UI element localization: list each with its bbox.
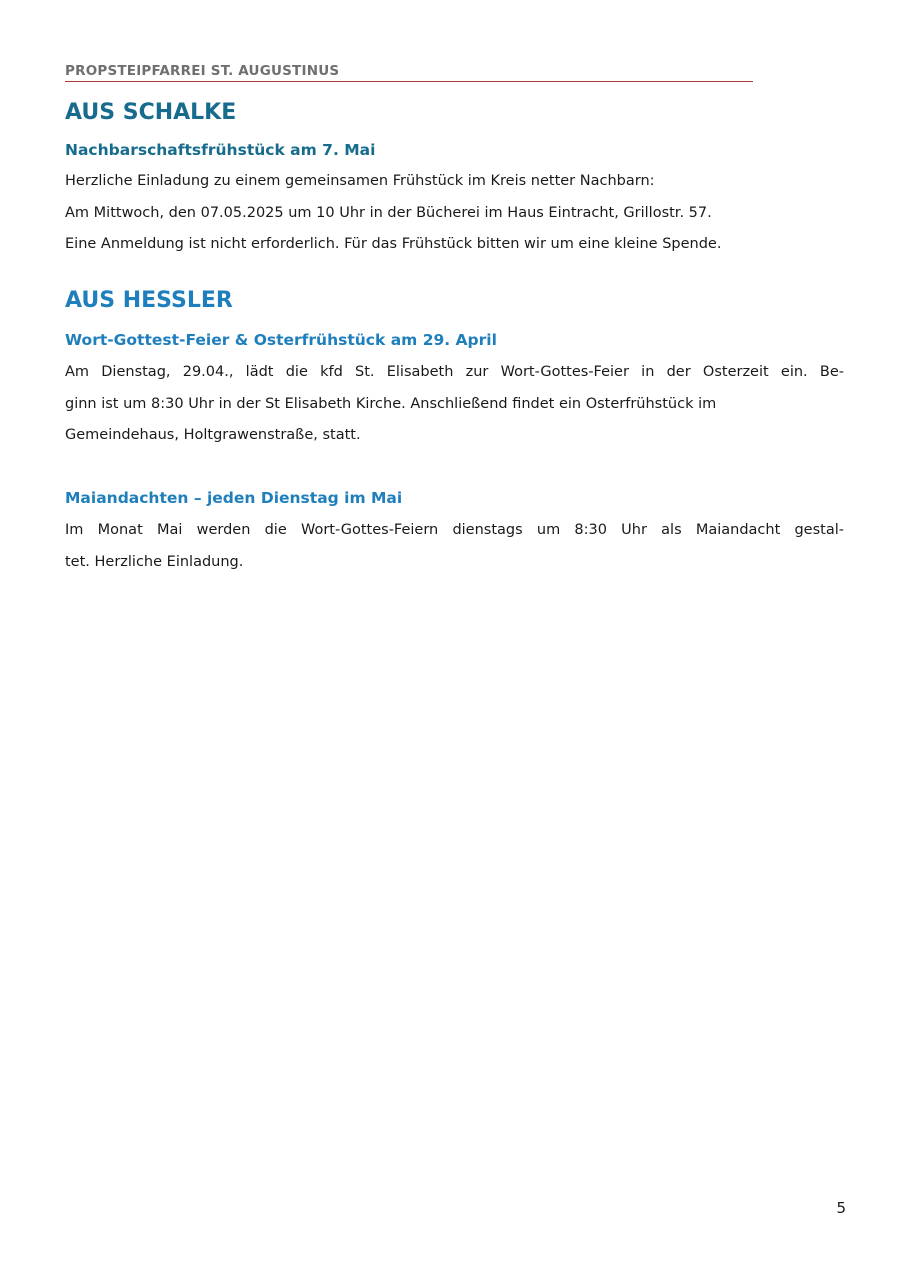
section-title-hessler: AUS HESSLER	[65, 288, 233, 313]
page-number: 5	[836, 1199, 846, 1217]
paragraph-line: Im Monat Mai werden die Wort-Gottes-Feiern dienstags um 8:30 Uhr als Maiandacht gestal-	[65, 522, 844, 538]
paragraph-line: Eine Anmeldung ist nicht erforderlich. Für das Frühstück bitten wir um eine kleine Spende.	[65, 236, 722, 252]
article-heading-nachbarschaftsfruehstueck: Nachbarschaftsfrühstück am 7. Mai	[65, 141, 376, 159]
article-heading-maiandachten: Maiandachten – jeden Dienstag im Mai	[65, 489, 403, 507]
paragraph-line: Gemeindehaus, Holtgrawenstraße, statt.	[65, 427, 361, 443]
paragraph-line: Herzliche Einladung zu einem gemeinsamen Frühstück im Kreis netter Nachbarn:	[65, 173, 655, 189]
parish-name: PROPSTEIPFARREI ST. AUGUSTINUS	[65, 63, 340, 79]
section-title-schalke: AUS SCHALKE	[65, 100, 237, 125]
paragraph-line: Am Dienstag, 29.04., lädt die kfd St. Elisabeth zur Wort-Gottes-Feier in der Osterzeit ein. Be-	[65, 364, 844, 380]
paragraph-line: tet. Herzliche Einladung.	[65, 553, 244, 570]
article-body-nachbarschaftsfruehstueck	[65, 166, 844, 261]
article-body-wort-gottes-feier	[65, 357, 844, 452]
article-body-maiandachten	[65, 515, 844, 578]
paragraph-line: Am Mittwoch, den 07.05.2025 um 10 Uhr in der Bücherei im Haus Eintracht, Grillostr. 57.	[65, 204, 712, 221]
article-heading-wort-gottes-feier: Wort-Gottest-Feier & Osterfrühstück am 29. April	[65, 331, 497, 349]
paragraph-line: ginn ist um 8:30 Uhr in der St Elisabeth Kirche. Anschließend findet ein Osterfrühstück im	[65, 395, 717, 412]
running-header	[65, 62, 753, 82]
